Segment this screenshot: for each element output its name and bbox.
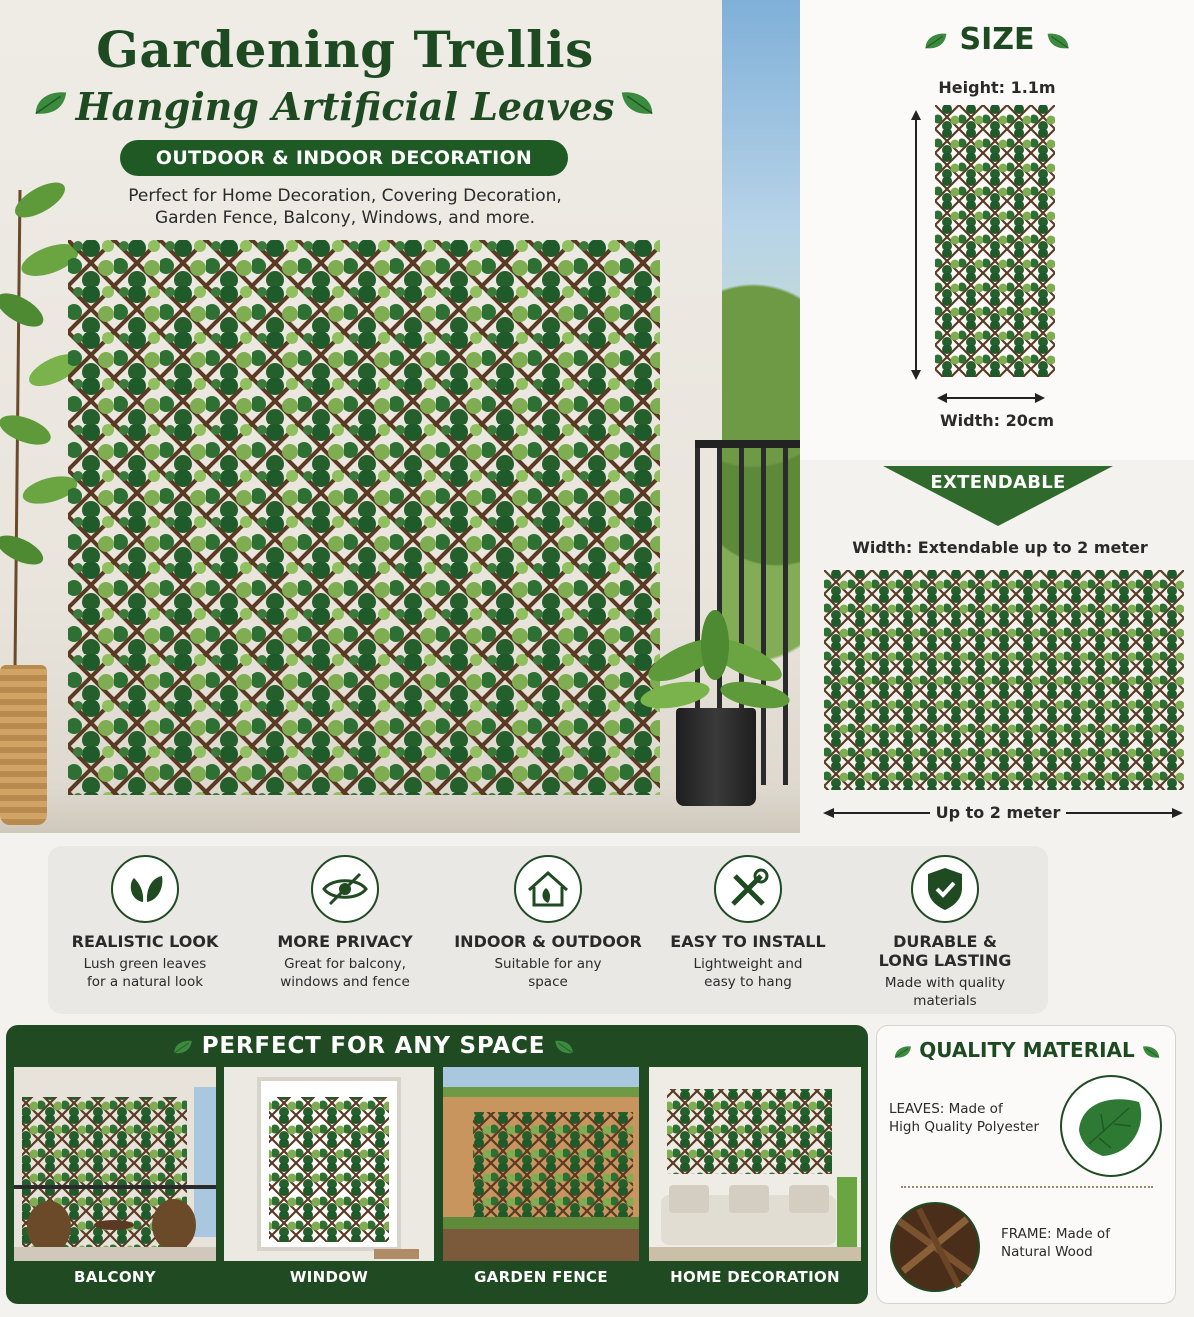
feature-desc-line: for a natural look	[86, 974, 204, 990]
trellis-extended-image	[824, 570, 1184, 790]
scene-garden-fence	[443, 1067, 639, 1293]
feature-durable	[845, 854, 1045, 1010]
up-to-label: Up to 2 meter	[930, 803, 1066, 822]
quality-title	[877, 1038, 1177, 1062]
shield-check-icon	[910, 854, 980, 924]
scene-balcony	[14, 1067, 216, 1293]
leaf-icon	[172, 1038, 194, 1056]
frame-material-text	[1001, 1225, 1171, 1261]
perfect-space-title-text: PERFECT FOR ANY SPACE	[201, 1033, 546, 1059]
frame-material-line: Natural Wood	[1001, 1244, 1093, 1260]
scene-label: GARDEN FENCE	[443, 1261, 639, 1293]
feature-desc-line: Suitable for any	[494, 956, 602, 972]
leaf-closeup-image	[1059, 1074, 1163, 1178]
scene-label: WINDOW	[224, 1261, 434, 1293]
features-bar	[48, 846, 1048, 1014]
size-title-text: SIZE	[959, 22, 1035, 57]
feature-title: DURABLE &	[893, 932, 997, 951]
leaves-material-text	[889, 1100, 1059, 1136]
feature-desc-line: easy to hang	[704, 974, 792, 990]
leaf-icon	[553, 1038, 575, 1056]
quality-title-text: QUALITY MATERIAL	[919, 1038, 1135, 1062]
feature-title: EASY TO INSTALL	[670, 932, 826, 951]
leaf-icon	[1141, 1044, 1161, 1060]
wood-closeup-image	[889, 1201, 981, 1293]
leaf-icon	[618, 88, 656, 118]
feature-more-privacy	[245, 854, 445, 991]
leaves-material-line: High Quality Polyester	[889, 1119, 1039, 1135]
feature-desc-line: materials	[913, 993, 977, 1009]
leaf-icon	[1045, 31, 1071, 51]
feature-desc-line: Lightweight and	[693, 956, 803, 972]
hero-description-line: Garden Fence, Balcony, Windows, and more.	[154, 208, 536, 228]
feature-desc-line: Made with quality	[884, 975, 1006, 991]
leaf-icon	[32, 88, 70, 118]
trellis-compact-image	[935, 105, 1055, 377]
feature-desc-line: Great for balcony,	[284, 956, 406, 972]
feature-title: LONG LASTING	[878, 951, 1012, 970]
perfect-space-title	[6, 1033, 741, 1059]
extendable-label: EXTENDABLE	[930, 472, 1066, 493]
extendable-width-label: Width: Extendable up to 2 meter	[852, 538, 1148, 557]
feature-desc-line: space	[528, 974, 568, 990]
scene-label: HOME DECORATION	[649, 1261, 861, 1293]
main-title: Gardening Trellis	[96, 20, 594, 79]
feature-desc-line: Lush green leaves	[83, 956, 207, 972]
feature-title: INDOOR & OUTDOOR	[454, 932, 642, 951]
height-arrow-icon	[910, 110, 922, 380]
width-label: Width: 20cm	[939, 411, 1054, 430]
hero-description-line: Perfect for Home Decoration, Covering Decoration,	[128, 186, 562, 206]
leaf-icon	[923, 31, 949, 51]
size-title	[800, 22, 1194, 57]
window-photo	[224, 1067, 434, 1261]
feature-realistic-look	[45, 854, 245, 991]
decoration-pill: OUTDOOR & INDOOR DECORATION	[120, 140, 568, 176]
potted-plant-right	[640, 610, 790, 720]
garden-fence-photo	[443, 1067, 639, 1261]
divider	[901, 1186, 1153, 1188]
quality-panel	[876, 1025, 1176, 1304]
feature-indoor-outdoor	[448, 854, 648, 991]
trellis-main-image	[68, 240, 660, 795]
main-subtitle: Hanging Artificial Leaves	[75, 84, 615, 129]
feature-desc-line: windows and fence	[280, 974, 410, 990]
scene-home-decoration	[649, 1067, 861, 1293]
eye-slash-icon	[310, 854, 380, 924]
width-arrow-icon	[937, 392, 1045, 404]
hero-description	[60, 185, 630, 229]
scene-window	[224, 1067, 434, 1293]
leaf-icon	[893, 1044, 913, 1060]
black-plant-pot	[676, 708, 756, 806]
hero-photo	[0, 0, 800, 833]
leaves-icon	[110, 854, 180, 924]
frame-material-line: FRAME: Made of	[1001, 1226, 1110, 1242]
woven-basket	[0, 665, 47, 825]
scene-label: BALCONY	[14, 1261, 216, 1293]
feature-title: MORE PRIVACY	[277, 932, 413, 951]
house-leaf-icon	[513, 854, 583, 924]
perfect-space-panel	[6, 1025, 868, 1304]
height-label: Height: 1.1m	[938, 78, 1056, 97]
leaves-material-line: LEAVES: Made of	[889, 1101, 1003, 1117]
home-decoration-photo	[649, 1067, 861, 1261]
tools-icon	[713, 854, 783, 924]
feature-easy-install	[648, 854, 848, 991]
feature-title: REALISTIC LOOK	[71, 932, 219, 951]
balcony-photo	[14, 1067, 216, 1261]
